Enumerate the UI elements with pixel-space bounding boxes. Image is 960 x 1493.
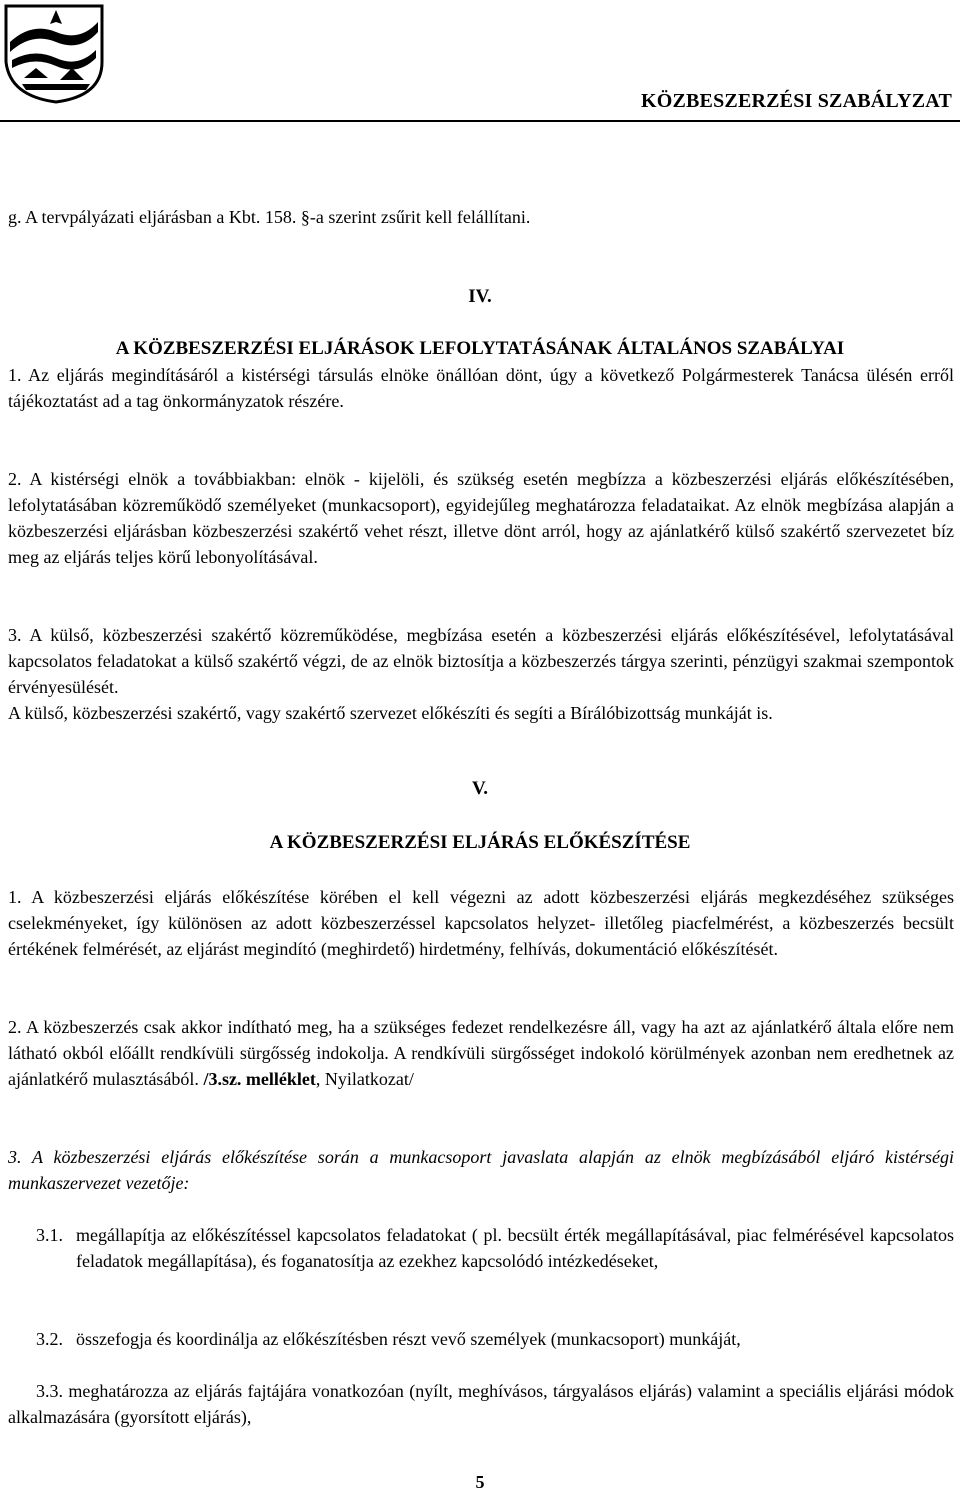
subitem-3-1-text: megállapítja az előkészítéssel kapcsolatos feladatokat ( pl. becsült érték megállapításával, piac felmérésével kapcsolatos feladatok megállapítása), és foganatosítja az ezekhez kapcsolódó intézkedéseket, <box>76 1225 954 1271</box>
section-v-paragraph-3: 3. A közbeszerzési eljárás előkészítése során a munkacsoport javaslata alapján az elnök megbízásából eljáró kistérségi munkaszervezet vezetője: <box>8 1147 954 1193</box>
section-v-paragraph-2 <box>8 1014 954 1092</box>
section-v-number: V. <box>471 778 489 799</box>
section-v-paragraph-1: 1. A közbeszerzési eljárás előkészítése körében el kell végezni az adott közbeszerzési eljárás megkezdéséhez szükséges cselekményeket, így különösen az adott közbeszerzéssel kapcsolatos helyzet- illetőleg piacfelmérést, a közbeszerzés becsült értékének felmérését, az eljárást megindító (meghirdető) hirdetmény, felhívás, dokumentáció előkészítését. <box>8 887 954 959</box>
section-iv-paragraph-2: 2. A kistérségi elnök a továbbiakban: elnök - kijelöli, és szükség esetén megbízza a közbeszerzési eljárás előkészítésében, lefolytatásában közreműködő személyeket (munkacsoport), egyidejűleg meghatározza feladataikat. Az elnök megbízása alapján a közbeszerzési eljárásban közbeszerzési szakértő vehet részt, illetve dönt arról, hogy az ajánlatkérő külső szakértő szervezetet bíz meg az eljárás teljes körű lebonyolításával. <box>8 469 954 567</box>
header-divider <box>0 120 960 122</box>
attachment-tail: , Nyilatkozat/ <box>315 1069 414 1089</box>
subitem-3-2-number: 3.2. <box>36 1329 63 1349</box>
subitem-3-3-text: meghatározza az eljárás fajtájára vonatkozóan (nyílt, meghívásos, tárgyalásos eljárás) valamint a speciális eljárási módok alkalmazására (gyorsított eljárás), <box>8 1381 954 1427</box>
subitem-3-2-text: összefogja és koordinálja az előkészítésben részt vevő személyek (munkacsoport) munkáját, <box>76 1329 741 1349</box>
section-iv-paragraph-3b: A külső, közbeszerzési szakértő, vagy szakértő szervezet előkészíti és segíti a Bírálóbizottság munkáját is. <box>8 703 773 723</box>
section-iv-number: IV. <box>468 286 492 307</box>
subitem-3-3-number: 3.3. <box>36 1381 63 1401</box>
paragraph-2-text: 2. A közbeszerzés csak akkor indítható meg, ha a szükséges fedezet rendelkezésre áll, vagy ha azt az ajánlatkérő általa előre nem látható okból előállt rendkívüli sürgősség indokolja. A rendkívüli sürgősséget indokoló körülmények azonban nem eredhetnek az ajánlatkérő mulasztásából. <box>8 1017 954 1089</box>
section-iv-paragraph-1: 1. Az eljárás megindításáról a kistérségi társulás elnöke önállóan dönt, úgy a következő Polgármesterek Tanácsa ülésén erről tájékoztatást ad a tag önkormányzatok részére. <box>8 365 954 411</box>
attachment-reference: /3.sz. melléklet <box>203 1069 316 1089</box>
section-iv-paragraph-3: 3. A külső, közbeszerzési szakértő közreműködése, megbízása esetén a közbeszerzési eljárás előkészítésével, lefolytatásával kapcsolatos feladatokat a külső szakértő végzi, de az elnök biztosítja a közbeszerzés tárgya szerinti, pénzügyi szakmai szempontok érvényesülését. <box>8 625 954 697</box>
page-header-title: KÖZBESZERZÉSI SZABÁLYZAT <box>640 90 952 112</box>
emblem-logo <box>2 2 110 104</box>
section-iv-title: A KÖZBESZERZÉSI ELJÁRÁSOK LEFOLYTATÁSÁNAK ÁLTALÁNOS SZABÁLYAI <box>115 338 845 359</box>
section-v-title: A KÖZBESZERZÉSI ELJÁRÁS ELŐKÉSZÍTÉSE <box>269 832 691 853</box>
subitem-3-2 <box>36 1326 954 1352</box>
page-number: 5 <box>475 1472 485 1492</box>
subitem-3-3 <box>8 1378 954 1430</box>
subitem-3-1 <box>36 1222 954 1274</box>
item-g: g. A tervpályázati eljárásban a Kbt. 158. §-a szerint zsűrit kell felállítani. <box>8 207 531 227</box>
subitem-3-1-number: 3.1. <box>36 1225 63 1245</box>
